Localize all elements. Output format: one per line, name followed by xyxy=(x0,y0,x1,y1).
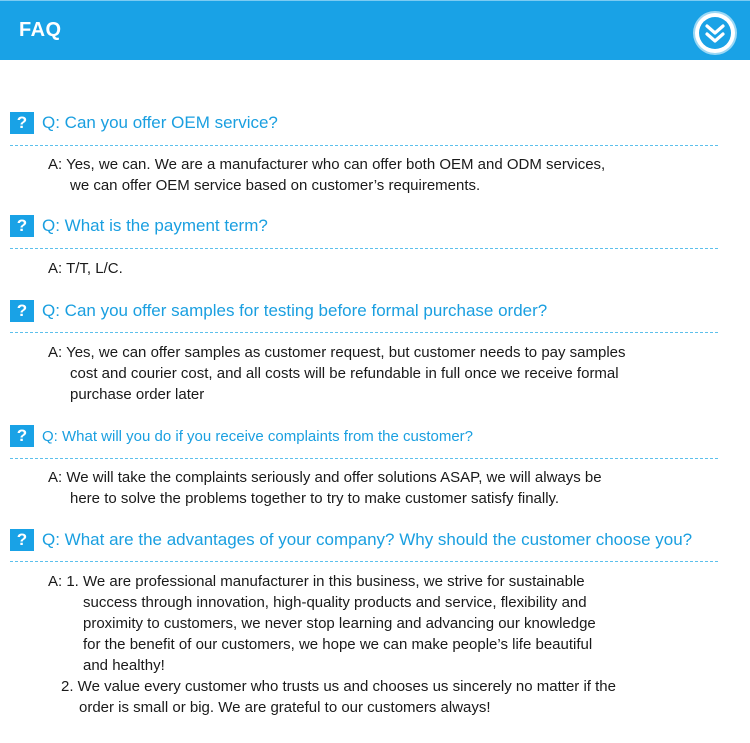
answer-text xyxy=(48,342,728,405)
question-row xyxy=(0,529,750,555)
question-mark-icon: ? xyxy=(10,425,34,447)
answer-line: and healthy! xyxy=(83,657,165,674)
answer-line: 2. We value every customer who trusts us and chooses us sincerely no matter if the xyxy=(61,678,616,695)
answer-line: here to solve the problems together to try to make customer satisfy finally. xyxy=(70,490,560,507)
question-mark-icon: ? xyxy=(10,215,34,237)
answer-line: proximity to customers, we never stop learning and advancing our knowledge xyxy=(83,615,596,632)
answer-line: A: 1. We are professional manufacturer in this business, we strive for sustainable xyxy=(48,573,585,590)
question-row xyxy=(0,425,750,451)
faq-item xyxy=(0,112,750,194)
question-mark-icon: ? xyxy=(10,112,34,134)
question-text: Q: Can you offer samples for testing before formal purchase order? xyxy=(42,301,548,320)
answer-text xyxy=(48,467,728,509)
question-mark-icon: ? xyxy=(10,529,34,551)
dashed-divider xyxy=(10,332,718,333)
double-chevron-down-icon[interactable] xyxy=(695,13,735,53)
question-text: Q: What is the payment term? xyxy=(42,216,268,235)
answer-text xyxy=(48,571,728,718)
answer-line: order is small or big. We are grateful to our customers always! xyxy=(79,699,491,716)
answer-line: for the benefit of our customers, we hope we can make people’s life beautiful xyxy=(83,636,593,653)
question-row xyxy=(0,215,750,241)
answer-line: A: Yes, we can. We are a manufacturer who can offer both OEM and ODM services, xyxy=(48,156,606,173)
faq-item xyxy=(0,529,750,716)
faq-header xyxy=(0,0,750,60)
answer-text xyxy=(48,154,728,196)
question-text: Q: What will you do if you receive complaints from the customer? xyxy=(42,428,474,445)
dashed-divider xyxy=(10,561,718,562)
question-mark-icon: ? xyxy=(10,300,34,322)
faq-item xyxy=(0,300,750,403)
answer-text xyxy=(48,258,728,279)
answer-line: A: Yes, we can offer samples as customer request, but customer needs to pay samples xyxy=(48,344,626,361)
page-title: FAQ xyxy=(19,19,62,41)
dashed-divider xyxy=(10,248,718,249)
answer-line: cost and courier cost, and all costs will be refundable in full once we receive formal xyxy=(70,365,619,382)
dashed-divider xyxy=(10,145,718,146)
question-text: Q: What are the advantages of your company? Why should the customer choose you? xyxy=(42,530,693,549)
answer-line: A: T/T, L/C. xyxy=(48,260,123,277)
faq-item xyxy=(0,425,750,507)
answer-line: success through innovation, high-quality products and service, flexibility and xyxy=(83,594,587,611)
question-text: Q: Can you offer OEM service? xyxy=(42,113,278,132)
dashed-divider xyxy=(10,458,718,459)
faq-item xyxy=(0,215,750,277)
question-row xyxy=(0,112,750,138)
question-row xyxy=(0,300,750,326)
answer-line: we can offer OEM service based on customer’s requirements. xyxy=(70,177,481,194)
answer-line: A: We will take the complaints seriously and offer solutions ASAP, we will always be xyxy=(48,469,602,486)
answer-line: purchase order later xyxy=(70,386,205,403)
